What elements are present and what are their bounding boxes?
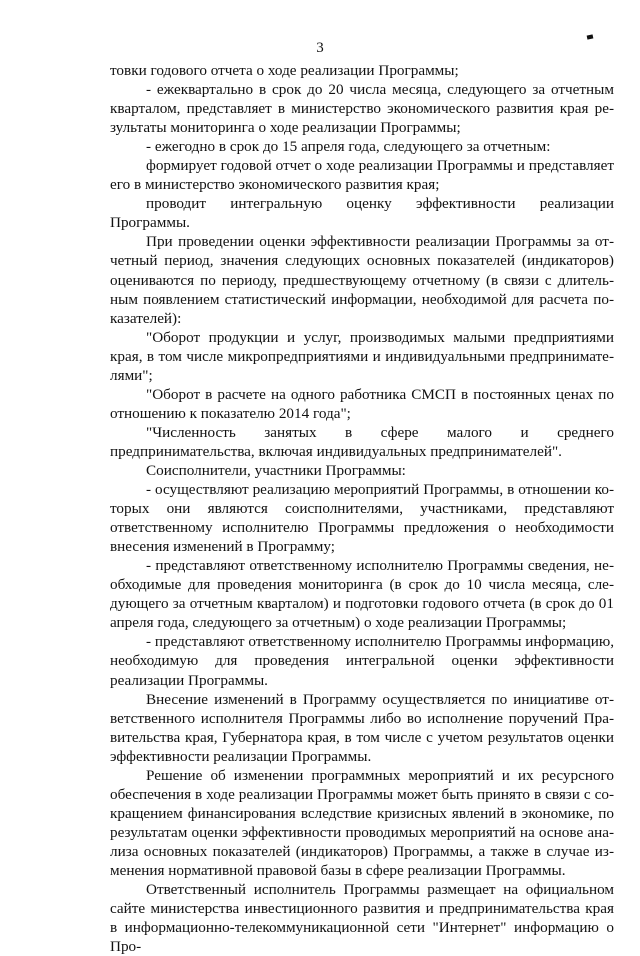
paragraph: Внесение изменений в Программу осуществляется по инициативе ответственного исполнителя Программы либо во исполнение поручений Правительства края, Губернатора края, в том числе с учетом результатов оценки эффективности реализации Программы. [110,690,614,765]
paragraph: товки годового отчета о ходе реализации Программы; [110,62,459,79]
paragraph: "Численность занятых в сфере малого и среднего предпринимательства, включая индивидуальных предпринимателей". [110,423,614,460]
paragraph: При проведении оценки эффективности реализации Программы за отчетный период, значения следующих основных показателей (индикаторов) оцениваются по периоду, предшествующему отчетному (в связи с длительным появлением статистический информации, необходимой для расчета показателей): [110,233,614,327]
paragraph: "Оборот в расчете на одного работника СМСП в постоянных ценах по отношению к показателю 2014 года"; [110,385,614,422]
paragraph: - представляют ответственному исполнителю Программы информацию, необходимую для проведения интегральной оценки эффективности реализации Программы. [110,633,614,689]
paragraph: Решение об изменении программных мероприятий и их ресурсного обеспечения в ходе реализации Программы может быть принято в связи с сокращением финансирования вследствие кризисных явлений в экономике, по результатам оценки эффективности проводимых мероприятий на основе анализа основных показателей (индикаторов) Программы, а также в случае изменения нормативной правовой базы в сфере реализации Программы. [110,766,614,879]
paragraph: - ежеквартально в срок до 20 числа месяца, следующего за отчетным кварталом, представляет в министерство экономического развития края результаты мониторинга о ходе реализации Программы; [110,81,614,137]
paragraph: - осуществляют реализацию мероприятий Программы, в отношении которых они являются соисполнителями, участниками, представляют ответственному исполнителю Программы предложения о необходимости внесения изменений в Программу; [110,481,614,556]
paragraph: "Оборот продукции и услуг, производимых малыми предприятиями края, в том числе микропредприятиями и индивидуальными предпринимателями"; [110,328,614,384]
page-number: 3 [316,40,324,56]
paragraph: формирует годовой отчет о ходе реализации Программы и представляет его в министерство экономического развития края; [110,157,614,194]
document-body [110,61,614,956]
paragraph: - ежегодно в срок до 15 апреля года, следующего за отчетным: [146,138,551,156]
paragraph: Соисполнители, участники Программы: [146,461,406,479]
paragraph: проводит интегральную оценку эффективности реализации Программы. [110,195,614,232]
paragraph: Ответственный исполнитель Программы размещает на официальном сайте министерства инвестиционного развития и предпринимательства края в информационно-телекоммуникационной сети "Интернет" информацию о Про- [110,881,614,956]
paragraph: - представляют ответственному исполнителю Программы сведения, необходимые для проведения мониторинга (в срок до 10 числа месяца, следующего за отчетным кварталом) и подготовки годового отчета (в срок до 01 апреля года, следующего за отчетным) о ходе реализации Программы; [110,557,614,632]
